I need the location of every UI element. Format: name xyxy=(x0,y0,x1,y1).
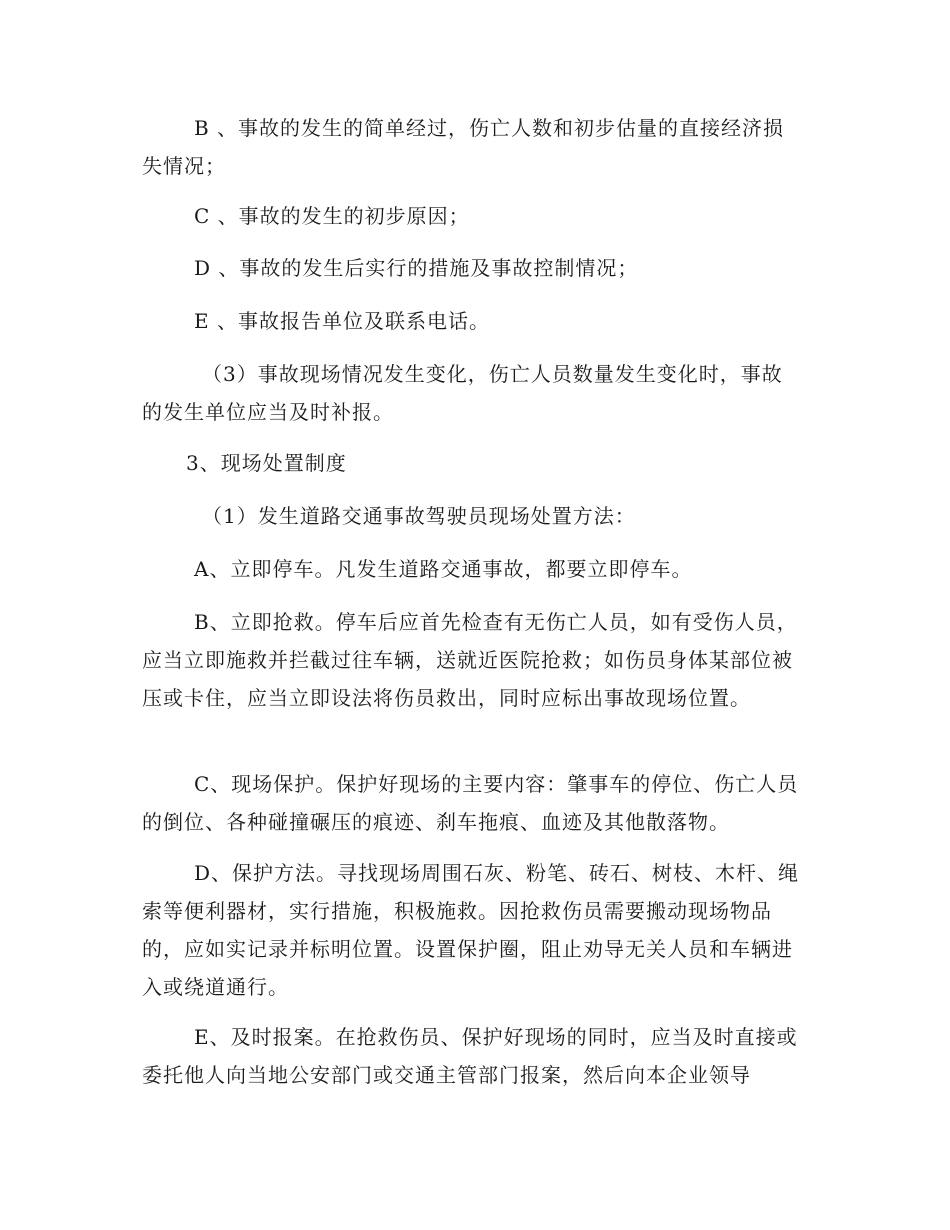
paragraph-1-driver-procedure: （1）发生道路交通事故驾驶员现场处置方法： xyxy=(202,504,636,528)
paragraph-c-accident-cause: C 、事故的发生的初步原因； xyxy=(194,204,470,228)
section-heading-on-site-handling: 3、现场处置制度 xyxy=(186,451,347,475)
paragraph-d-protection-method: D、保护方法。寻找现场周围石灰、粉笔、砖石、树枝、木杆、绳索等便利器材，实行措施，积极施救。因抢救伤员需要搬动现场物品的，应如实记录并标明位置。设置保护圈，阻止劝导无关人员和车辆进入或绕道通行。 xyxy=(142,861,800,999)
paragraph-3-supplementary-report: （3）事故现场情况发生变化，伤亡人员数量发生变化时，事故的发生单位应当及时补报。 xyxy=(142,362,783,424)
paragraph-e-report-unit: E 、事故报告单位及联系电话。 xyxy=(194,309,490,333)
paragraph-b-rescue: B、立即抢救。停车后应首先检查有无伤亡人员，如有受伤人员，应当立即施救并拦截过往车辆，送就近医院抢救；如伤员身体某部位被压或卡住，应当立即设法将伤员救出，同时应标出事故现场位置。 xyxy=(142,610,798,710)
paragraph-a-stop-vehicle: A、立即停车。凡发生道路交通事故，都要立即停车。 xyxy=(194,557,693,581)
paragraph-d-measures: D 、事故的发生后实行的措施及事故控制情况； xyxy=(194,256,639,280)
paragraph-c-scene-protection: C、现场保护。保护好现场的主要内容：肇事车的停位、伤亡人员的倒位、各种碰撞碾压的痕迹、刹车拖痕、血迹及其他散落物。 xyxy=(142,772,799,834)
paragraph-b-accident-process: B 、事故的发生的简单经过，伤亡人数和初步估量的直接经济损失情况； xyxy=(142,116,785,178)
paragraph-e-report-case: E、及时报案。在抢救伤员、保护好现场的同时，应当及时直接或委托他人向当地公安部门或交通主管部门报案，然后向本企业领导 xyxy=(142,1025,798,1087)
